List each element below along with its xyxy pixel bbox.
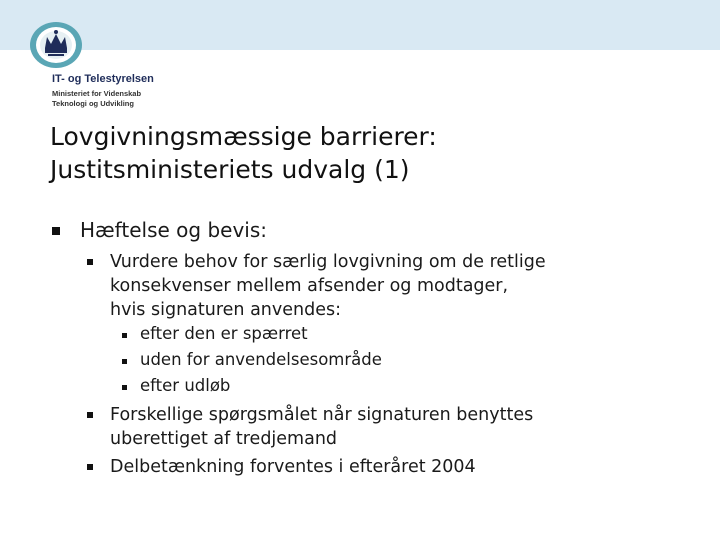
organization-name: IT- og Telestyrelsen: [52, 73, 154, 85]
sub-bullet-1-line-3: hvis signaturen anvendes:: [110, 300, 341, 320]
crown-emblem-icon: [28, 20, 84, 70]
sub-sub-bullet-2: uden for anvendelsesområde: [140, 350, 382, 369]
sub-sub-bullet-3: efter udløb: [140, 376, 231, 395]
header-band: [0, 0, 720, 50]
ministry-line-2: Teknologi og Udvikling: [52, 99, 134, 108]
bullet-marker: [122, 359, 127, 364]
sub-sub-bullet-1: efter den er spærret: [140, 324, 308, 343]
title-line-1: Lovgivningsmæssige barrierer:: [50, 122, 437, 151]
sub-bullet-2-line-1: Forskellige spørgsmålet når signaturen benyttes: [110, 405, 534, 425]
organization-block: [52, 73, 154, 109]
bullet-marker: [52, 227, 60, 235]
slide-title: [50, 120, 690, 186]
sub-bullet-1-line-2: konsekvenser mellem afsender og modtager,: [110, 276, 509, 296]
bullet-marker: [87, 464, 93, 470]
sub-bullet-3: Delbetænkning forventes i efteråret 2004: [110, 457, 476, 477]
bullet-marker: [87, 259, 93, 265]
sub-bullet-1-line-1: Vurdere behov for særlig lovgivning om de retlige: [110, 252, 546, 272]
bullet-marker: [122, 385, 127, 390]
title-line-2: Justitsministeriets udvalg (1): [50, 155, 410, 184]
bullet-1: Hæftelse og bevis:: [80, 218, 267, 242]
bullet-marker: [122, 333, 127, 338]
sub-bullet-2-line-2: uberettiget af tredjemand: [110, 429, 338, 449]
bullet-marker: [87, 412, 93, 418]
ministry-line-1: Ministeriet for Videnskab: [52, 89, 142, 98]
